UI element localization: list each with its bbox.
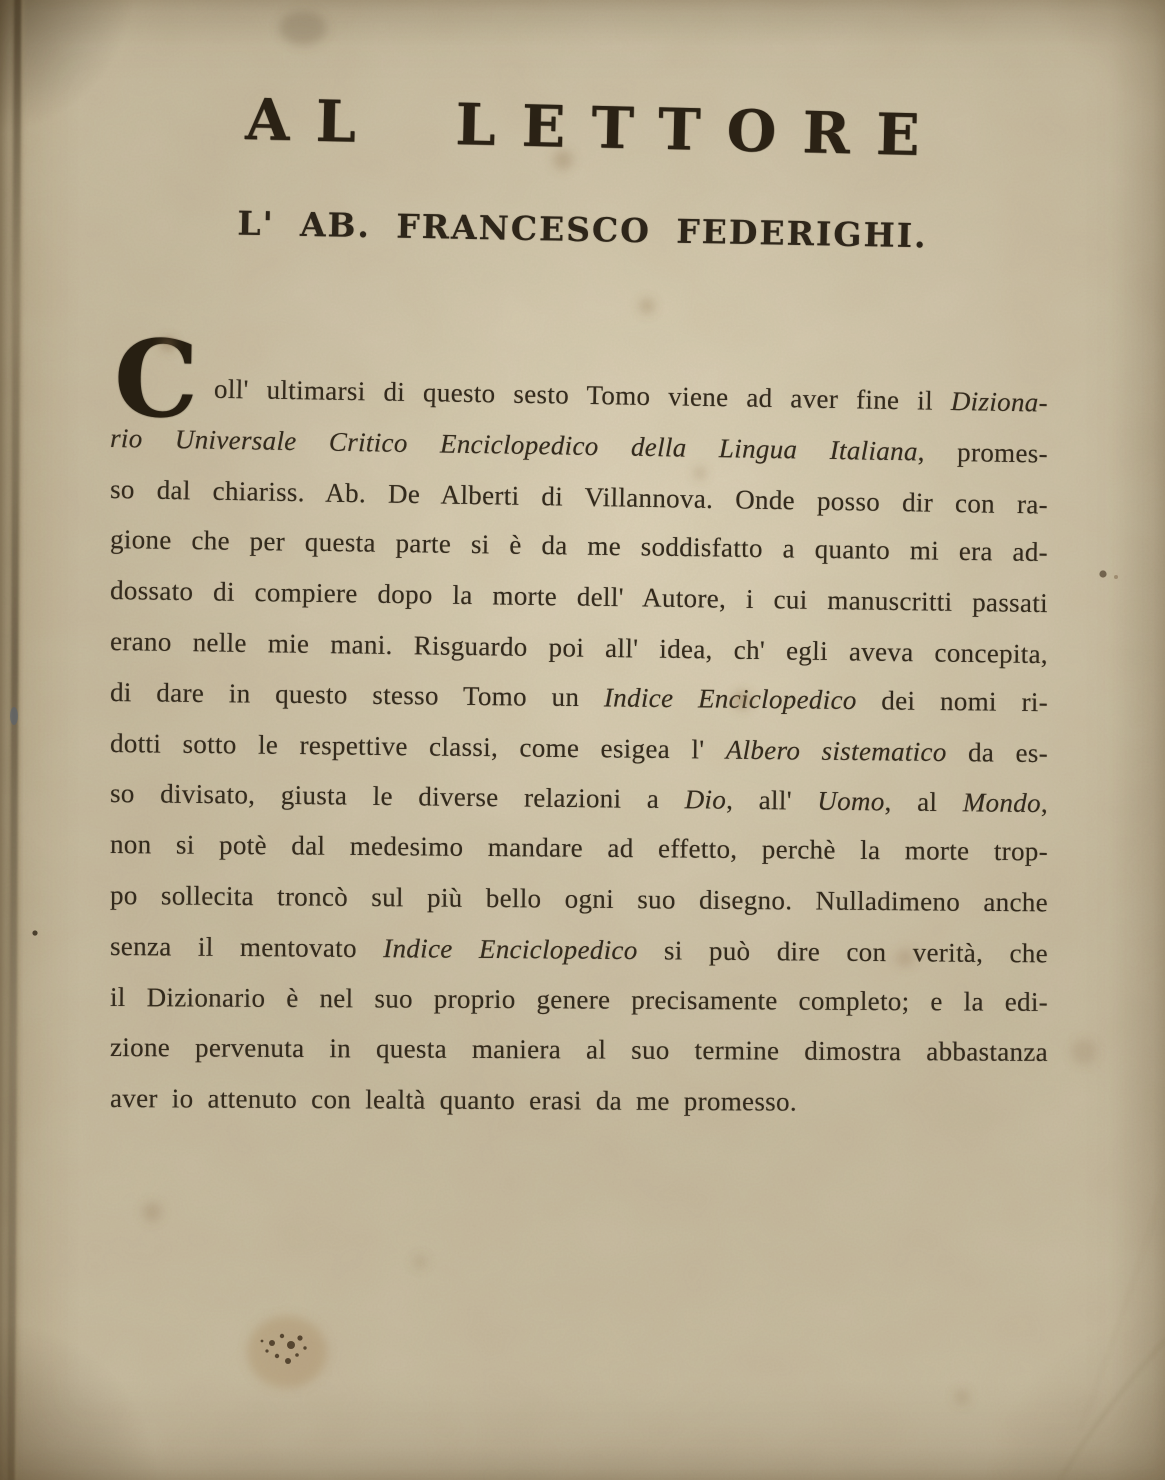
ink-speckle-stain <box>261 1334 307 1364</box>
italic-text-segment: Indice Enciclopedico <box>383 932 638 965</box>
text-segment: il Dizionario è nel suo proprio genere precisamente completo; e la edi- <box>109 981 1049 1017</box>
page-subtitle: L' AB. FRANCESCO FEDERIGHI. <box>237 204 928 256</box>
text-line <box>110 1022 1048 1078</box>
text-segment: po sollecita troncò sul più bello ogni suo disegno. Nulladimeno anche <box>109 879 1049 918</box>
italic-text-segment: Mondo <box>962 787 1042 819</box>
text-segment: non si potè dal medesimo mandare ad effetto, perchè la morte trop- <box>109 829 1049 867</box>
small-dot-tail <box>1114 575 1118 579</box>
top-smudge <box>279 11 327 45</box>
text-segment: zione pervenuta in questa maniera al suo termine dimostra abbastanza <box>109 1032 1049 1068</box>
text-segment: , al <box>884 786 963 818</box>
italic-text-segment: Diziona- <box>950 385 1049 418</box>
text-line <box>110 972 1048 1028</box>
italic-text-segment: Albero sistematico <box>725 734 947 767</box>
text-segment: erano nelle mie mani. Risguardo poi all' idea, ch' egli aveva concepita, <box>109 625 1049 670</box>
text-segment: dossato di compiere dopo la morte dell' Autore, i cui manuscritti passati <box>109 575 1049 619</box>
text-segment: so dal chiariss. Ab. De Alberti di Villannova. Onde posso dir con ra- <box>109 473 1049 520</box>
text-segment: gione che per questa parte si è da me soddisfatto a quanto mi era ad- <box>109 524 1049 568</box>
text-segment: senza il mentovato <box>109 930 384 963</box>
text-segment: si può dire con verità, che <box>637 934 1049 969</box>
text-segment: , <box>1040 788 1049 819</box>
small-dark-dot-right <box>1099 570 1106 577</box>
text-line <box>110 1073 1048 1129</box>
text-segment: dei nomi ri- <box>856 684 1049 717</box>
text-segment: aver io attenuto con lealtà quanto erasi da me promesso. <box>109 1083 798 1117</box>
text-line <box>110 819 1048 877</box>
drop-cap-letter: C <box>112 315 200 442</box>
text-segment: , all' <box>726 785 818 817</box>
text-line <box>110 870 1048 928</box>
stain-halo <box>247 1316 327 1388</box>
italic-text-segment: Dio <box>684 784 727 816</box>
paragraph-lines <box>110 362 1048 1124</box>
italic-text-segment: Indice Enciclopedico <box>603 682 857 715</box>
text-line <box>110 921 1048 979</box>
small-dark-dot <box>32 930 37 935</box>
italic-text-segment: rio Universale Critico Enciclopedico della Lingua Italiana <box>109 422 919 467</box>
page-title: AL LETTORE <box>244 86 947 170</box>
text-segment: di dare in questo stesso Tomo un <box>109 676 605 713</box>
corner-creases <box>1060 1180 1165 1480</box>
text-segment: dotti sotto le respettive classi, come esigea l' <box>109 727 726 765</box>
text-segment: da es- <box>946 736 1049 768</box>
text-segment: so divisato, giusta le diverse relazioni a <box>109 778 685 815</box>
text-segment: oll' ultimarsi di questo sesto Tomo viene ad aver fine il <box>213 373 952 416</box>
italic-text-segment: Uomo <box>817 786 885 817</box>
text-segment: , promes- <box>917 436 1049 469</box>
body-paragraph <box>109 315 1049 1124</box>
